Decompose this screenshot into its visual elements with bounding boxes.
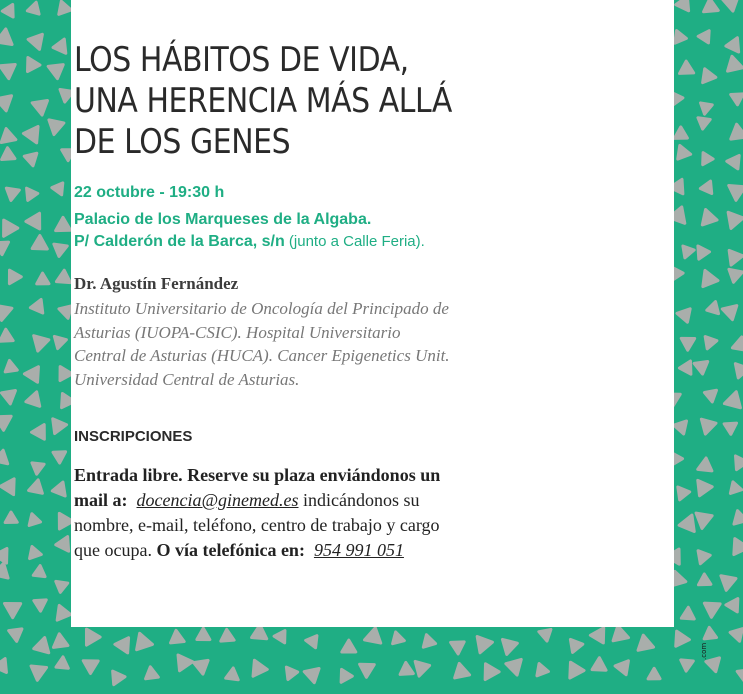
mail-suffix: indicándonos su (298, 490, 420, 510)
pattern-triangle (31, 566, 45, 581)
pattern-triangle (702, 387, 716, 402)
pattern-triangle (2, 4, 13, 17)
title-line-3: DE LOS GENES (74, 122, 291, 162)
pattern-triangle (479, 660, 500, 680)
pattern-triangle (5, 512, 17, 523)
pattern-triangle (31, 595, 46, 611)
pattern-triangle (0, 416, 12, 430)
pattern-triangle (590, 628, 610, 647)
email-link[interactable]: docencia@ginemed.es (136, 490, 299, 510)
pattern-triangle (697, 98, 713, 114)
pattern-triangle (727, 539, 743, 559)
pattern-triangle (698, 457, 713, 471)
pattern-triangle (726, 599, 743, 616)
affiliation-line-1: Instituto Universitario de Oncología del Principado de (74, 299, 449, 318)
pattern-triangle (356, 658, 375, 677)
pattern-triangle (702, 0, 718, 12)
phone-prefix: O vía telefónica en: (151, 540, 305, 560)
pattern-triangle (24, 392, 39, 409)
pattern-triangle (341, 669, 352, 682)
pattern-triangle (194, 655, 213, 675)
pattern-triangle (725, 38, 738, 53)
pattern-triangle (107, 667, 125, 685)
pattern-triangle (52, 179, 68, 194)
pattern-triangle (726, 124, 743, 145)
pattern-triangle (722, 0, 741, 13)
pattern-triangle (396, 662, 413, 680)
pattern-triangle (115, 633, 135, 653)
venue-line-1: Palacio de los Marqueses de la Algaba. (74, 211, 372, 228)
pattern-triangle (142, 667, 159, 684)
pattern-triangle (304, 668, 322, 684)
pattern-triangle (26, 544, 41, 558)
side-url-fragment: .com (700, 642, 708, 660)
pattern-triangle (694, 362, 709, 375)
pattern-triangle (0, 449, 10, 464)
pattern-triangle (722, 56, 742, 77)
registration-text (74, 463, 440, 563)
pattern-triangle (1, 360, 17, 376)
pattern-triangle (702, 209, 718, 227)
pattern-triangle (0, 544, 13, 563)
pattern-triangle (696, 118, 710, 130)
pattern-triangle (701, 416, 718, 434)
pattern-triangle (1, 147, 15, 159)
pattern-triangle (731, 94, 743, 105)
pattern-triangle (677, 309, 694, 325)
pattern-triangle (53, 657, 68, 673)
pattern-triangle (675, 31, 688, 45)
title-line-1: LOS HÁBITOS DE VIDA, (74, 40, 409, 80)
pattern-triangle (57, 605, 72, 622)
pattern-triangle (678, 485, 691, 499)
pattern-triangle (678, 607, 694, 624)
affiliation-line-3: Central de Asturias (HUCA). Cancer Epigenetics Unit. (74, 346, 450, 365)
pattern-triangle (55, 537, 68, 552)
pattern-triangle (365, 626, 384, 643)
pattern-triangle (736, 455, 743, 470)
pattern-triangle (705, 302, 718, 317)
pattern-triangle (27, 32, 43, 50)
pattern-triangle (31, 425, 50, 443)
registration-line-3: nombre, e-mail, teléfono, centro de trabajo y cargo (74, 515, 440, 535)
pattern-triangle (669, 631, 689, 650)
pattern-triangle (502, 636, 519, 655)
pattern-triangle (675, 0, 689, 12)
pattern-triangle (0, 386, 15, 404)
event-title (74, 40, 452, 163)
pattern-triangle (130, 633, 152, 655)
pattern-triangle (274, 627, 290, 643)
mail-prefix: mail a: (74, 490, 128, 510)
pattern-triangle (28, 458, 44, 474)
affiliation-line-2: Asturias (IUOPA-CSIC). Hospital Universitario (74, 322, 401, 342)
venue-address: P/ Calderón de la Barca, s/n (74, 233, 285, 250)
pattern-triangle (22, 188, 38, 203)
pattern-triangle (24, 367, 44, 386)
pattern-triangle (50, 447, 66, 463)
pattern-triangle (172, 655, 192, 674)
pattern-triangle (0, 29, 12, 50)
pattern-triangle (34, 332, 51, 351)
pattern-triangle (30, 299, 43, 314)
pattern-triangle (423, 635, 437, 650)
pattern-triangle (679, 61, 694, 74)
pattern-triangle (48, 419, 67, 437)
pattern-triangle (29, 480, 48, 499)
pattern-triangle (696, 508, 715, 528)
pattern-triangle (732, 336, 743, 351)
event-venue (74, 209, 425, 253)
pattern-triangle (0, 58, 20, 79)
pattern-triangle (730, 624, 743, 641)
pattern-triangle (306, 632, 322, 648)
title-line-2: UNA HERENCIA MÁS ALLÁ (74, 81, 452, 121)
pattern-triangle (56, 270, 71, 283)
pattern-triangle (0, 127, 16, 142)
pattern-triangle (721, 571, 739, 590)
pattern-triangle (5, 596, 25, 617)
pattern-triangle (700, 332, 717, 348)
pattern-triangle (449, 663, 469, 683)
pattern-triangle (729, 179, 743, 200)
pattern-triangle (722, 306, 739, 322)
pattern-triangle (721, 418, 736, 434)
pattern-triangle (29, 514, 42, 528)
pattern-triangle (26, 660, 46, 681)
pattern-triangle (415, 658, 431, 676)
pattern-triangle (727, 480, 742, 493)
pattern-triangle (589, 658, 606, 676)
pattern-triangle (342, 640, 356, 652)
pattern-triangle (692, 480, 712, 499)
pattern-triangle (566, 639, 582, 654)
event-date: 22 octubre - 19:30 h (74, 184, 225, 201)
registration-line-1 (74, 463, 440, 488)
pattern-triangle (0, 659, 12, 677)
pattern-triangle (728, 210, 743, 229)
pattern-triangle (0, 478, 14, 494)
pattern-triangle (727, 269, 743, 283)
pattern-triangle (34, 273, 49, 289)
pattern-triangle (83, 661, 98, 674)
pattern-triangle (253, 660, 268, 677)
pattern-triangle (48, 58, 68, 78)
occupation-text: que ocupa. (74, 540, 152, 560)
pattern-triangle (477, 634, 494, 653)
registration-line-2 (74, 488, 440, 513)
pattern-triangle (2, 183, 19, 201)
pattern-triangle (220, 629, 234, 641)
pattern-triangle (22, 150, 37, 166)
registration-line-4 (74, 538, 440, 563)
pattern-triangle (0, 242, 9, 255)
pattern-triangle (53, 513, 73, 533)
pattern-triangle (563, 658, 584, 678)
pattern-triangle (6, 624, 22, 641)
venue-note: (junto a Calle Feria). (284, 233, 425, 250)
pattern-triangle (194, 628, 210, 645)
registration-line-1-text: Entrada libre. Reserve su plaza enviándonos un (74, 465, 441, 485)
phone-link[interactable]: 954 991 051 (313, 540, 404, 560)
pattern-triangle (696, 270, 718, 291)
pattern-triangle (0, 305, 12, 321)
pattern-triangle (648, 668, 663, 684)
pattern-triangle (678, 242, 694, 258)
pattern-triangle (0, 96, 14, 113)
pattern-triangle (54, 367, 72, 385)
pattern-triangle (731, 364, 743, 381)
pattern-triangle (0, 216, 18, 236)
pattern-triangle (674, 421, 690, 436)
pattern-triangle (608, 626, 629, 647)
registration-heading: INSCRIPCIONES (74, 428, 193, 445)
pattern-triangle (49, 116, 67, 135)
pattern-triangle (0, 563, 13, 584)
pattern-triangle (27, 2, 43, 18)
pattern-triangle (86, 629, 100, 645)
pattern-triangle (504, 656, 521, 675)
pattern-triangle (700, 181, 716, 197)
pattern-triangle (698, 245, 710, 259)
pattern-triangle (678, 332, 695, 350)
pattern-triangle (54, 334, 68, 349)
pattern-triangle (723, 246, 743, 265)
pattern-triangle (223, 668, 238, 684)
pattern-triangle (672, 267, 683, 280)
pattern-triangle (32, 94, 52, 115)
pattern-triangle (51, 482, 65, 498)
pattern-triangle (537, 663, 550, 677)
pattern-triangle (388, 632, 404, 648)
pattern-triangle (698, 574, 711, 585)
pattern-triangle (0, 329, 13, 347)
pattern-triangle (54, 581, 67, 593)
pattern-triangle (28, 235, 47, 255)
speaker-affiliation (74, 297, 450, 391)
pattern-triangle (703, 153, 714, 165)
pattern-triangle (672, 145, 690, 163)
pattern-triangle (21, 57, 40, 75)
pattern-triangle (679, 361, 691, 375)
pattern-triangle (451, 636, 468, 654)
pattern-triangle (698, 66, 716, 83)
pattern-triangle (727, 155, 743, 171)
pattern-triangle (52, 244, 67, 257)
pattern-triangle (32, 638, 49, 657)
pattern-triangle (53, 634, 70, 653)
pattern-triangle (735, 666, 743, 682)
pattern-triangle (678, 515, 694, 533)
pattern-triangle (680, 660, 694, 672)
affiliation-line-4: Universidad Central de Asturias. (74, 369, 300, 389)
pattern-triangle (734, 511, 743, 528)
pattern-triangle (698, 549, 711, 564)
pattern-triangle (248, 625, 267, 645)
pattern-triangle (638, 635, 656, 655)
pattern-triangle (286, 666, 298, 680)
pattern-triangle (698, 31, 714, 46)
pattern-triangle (52, 39, 66, 54)
pattern-triangle (26, 213, 47, 233)
pattern-triangle (166, 630, 184, 648)
pattern-triangle (674, 127, 690, 144)
pattern-triangle (539, 625, 555, 641)
pattern-triangle (724, 392, 743, 414)
pattern-triangle (615, 661, 633, 678)
pattern-triangle (23, 125, 38, 143)
pattern-triangle (700, 596, 720, 617)
speaker-name: Dr. Agustín Fernández (74, 274, 239, 293)
pattern-triangle (4, 267, 22, 284)
